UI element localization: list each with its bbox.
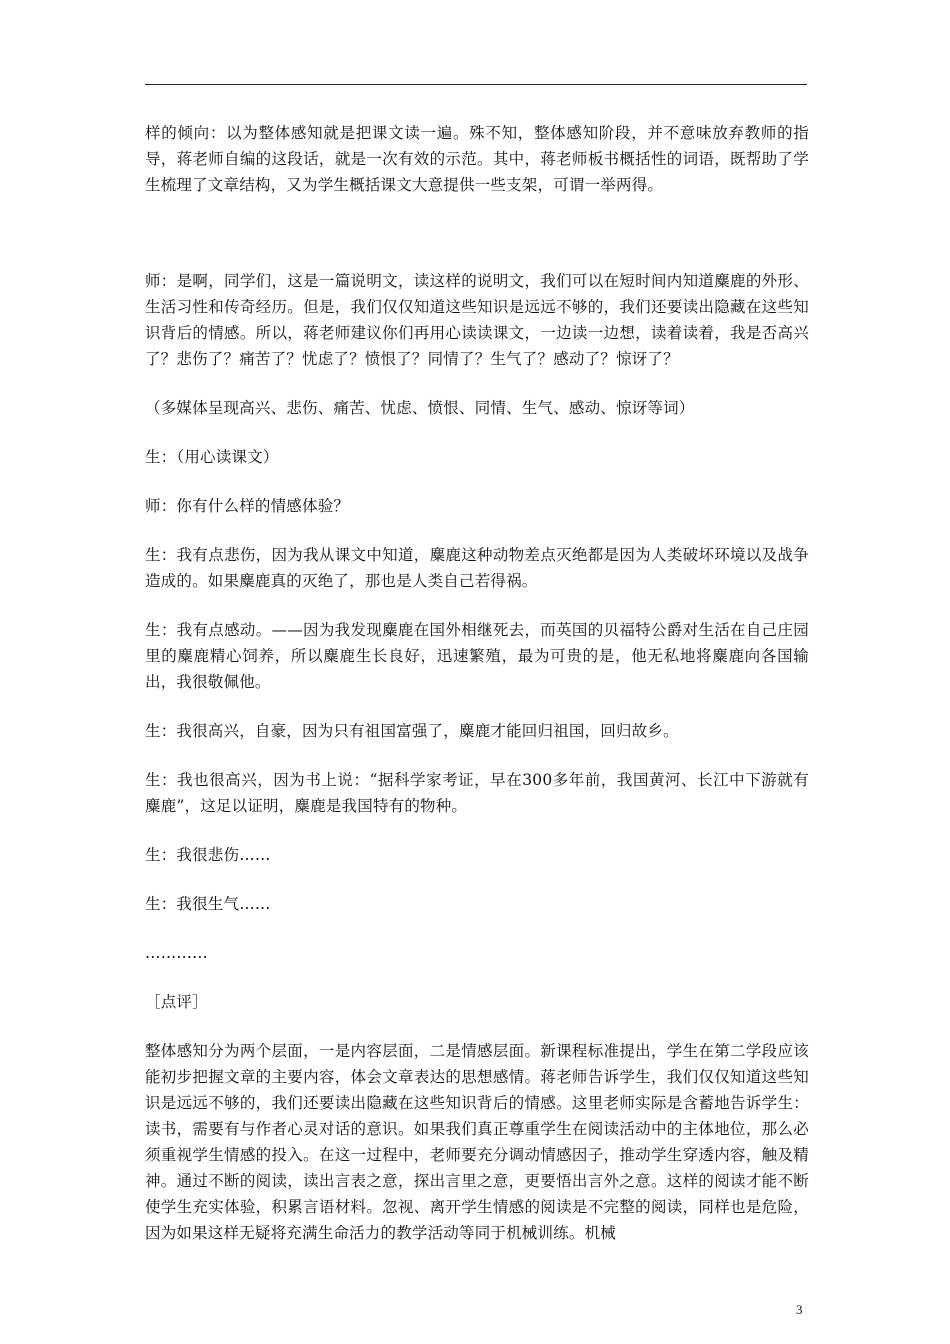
dialogue-student-3: 生：我很高兴，自豪，因为只有祖国富强了，麋鹿才能回归祖国，回归故乡。 [145,722,679,740]
dialogue-student-4: 生：我也很高兴，因为书上说：“据科学家考证，早在300多年前，我国黄河、长江中下游就有麋鹿”，这足以证明，麋鹿是我国特有的物种。 [145,771,809,815]
dialogue-student-5: 生：我很悲伤…… [145,846,271,864]
dialogue-teacher-1: 师：是啊，同学们，这是一篇说明文，读这样的说明文，我们可以在短时间内知道麋鹿的外形、生活习性和传奇经历。但是，我们仅仅知道这些知识是远远不够的，我们还要读出隐藏在这些知识背后的情感。所以，蒋老师建议你们再用心读读课文，一边读一边想，读着读着，我是否高兴了？悲伤了？痛苦了？忧虑了？愤恨了？同情了？生气了？感动了？惊讶了？ [145,272,809,368]
commentary-paragraph: 整体感知分为两个层面，一是内容层面，二是情感层面。新课程标准提出，学生在第二学段应该能初步把握文章的主要内容，体会文章表达的思想感情。蒋老师告诉学生，我们仅仅知道这些知识是远远不够的，我们还要读出隐藏在这些知识背后的情感。这里老师实际是含蓄地告诉学生：读书，需要有与作者心灵对话的意识。如果我们真正尊重学生在阅读活动中的主体地位，那么必须重视学生情感的投入。在这一过程中，老师要充分调动情感因子，推动学生穿透内容，触及精神。通过不断的阅读，读出言表之意，探出言里之意，更要悟出言外之意。这样的阅读才能不断使学生充实体验，积累言语材料。忽视、离开学生情感的阅读是不完整的阅读，同样也是危险，因为如果这样无疑将充满生命活力的教学活动等同于机械训练。机械 [145,1042,809,1242]
page-number: 3 [796,1302,803,1317]
ellipsis-line: ………… [145,944,208,962]
dialogue-student-2: 生：我有点感动。——因为我发现麋鹿在国外相继死去，而英国的贝福特公爵对生活在自己庄园里的麋鹿精心饲养，所以麋鹿生长良好，迅速繁殖，最为可贵的是，他无私地将麋鹿向各国输出，我很敬佩他。 [145,621,809,691]
dialogue-media-note: （多媒体呈现高兴、悲伤、痛苦、忧虑、愤恨、同情、生气、感动、惊讶等词） [145,399,695,417]
dialogue-student-reading: 生：（用心读课文） [145,448,279,466]
dialogue-student-1: 生：我有点悲伤，因为我从课文中知道，麋鹿这种动物差点灭绝都是因为人类破坏环境以及战争造成的。如果麋鹿真的灭绝了，那也是人类自己若得祸。 [145,546,809,590]
dialogue-teacher-2: 师：你有什么样的情感体验？ [145,497,350,515]
header-rule [145,84,807,85]
dialogue-student-6: 生：我很生气…… [145,895,271,913]
document-body [145,120,809,1246]
paragraph-intro: 样的倾向：以为整体感知就是把课文读一遍。殊不知，整体感知阶段，并不意味放弃教师的指导，蒋老师自编的这段话，就是一次有效的示范。其中，蒋老师板书概括性的词语，既帮助了学生梳理了文章结构，又为学生概括课文大意提供一些支架，可谓一举两得。 [145,124,809,194]
commentary-heading: ［点评］ [145,993,208,1011]
